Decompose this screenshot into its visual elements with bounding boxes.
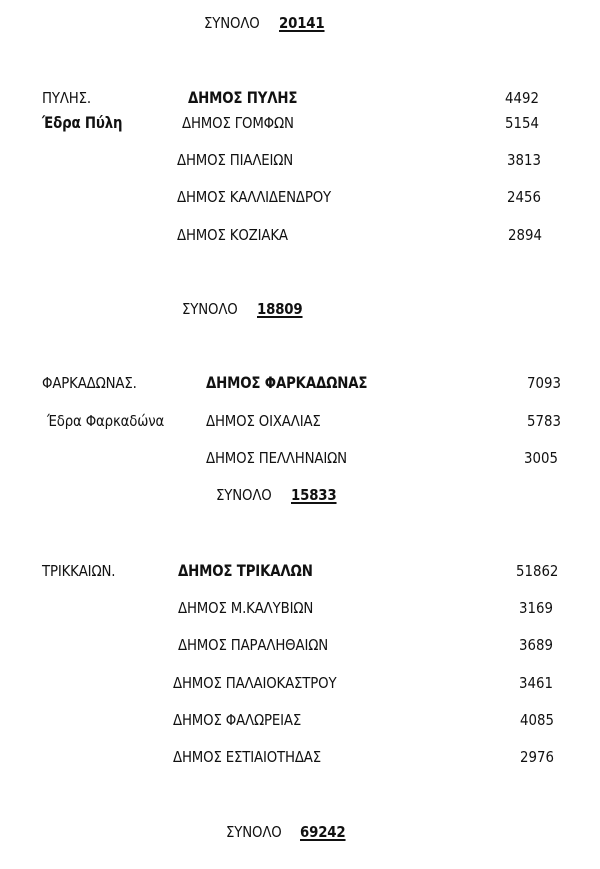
- municipality-value: 3813: [507, 151, 541, 169]
- municipality-value: 51862: [516, 562, 559, 580]
- municipality-value: 5154: [505, 114, 539, 132]
- total-value: 20141: [279, 14, 325, 32]
- municipality-name: ΔΗΜΟΣ ΟΙΧΑΛΙΑΣ: [206, 412, 321, 430]
- municipality-name: ΔΗΜΟΣ ΦΑΛΩΡΕΙΑΣ: [173, 711, 302, 729]
- municipality-name: ΔΗΜΟΣ ΓΟΜΦΩΝ: [182, 114, 294, 132]
- municipality-value: 3005: [524, 449, 558, 467]
- municipality-value: 4085: [520, 711, 554, 729]
- total-label: ΣΥΝΟΛΟ: [204, 14, 260, 32]
- municipality-name: ΔΗΜΟΣ ΚΟΖΙΑΚΑ: [177, 226, 288, 244]
- group-name: ΠΥΛΗΣ.: [42, 89, 91, 107]
- group-name: ΦΑΡΚΑΔΩΝΑΣ.: [42, 374, 137, 392]
- municipality-value: 7093: [527, 374, 561, 392]
- municipality-value: 3169: [519, 599, 553, 617]
- municipality-value: 3461: [519, 674, 553, 692]
- municipality-value: 2456: [507, 188, 541, 206]
- municipality-name: ΔΗΜΟΣ ΤΡΙΚΑΛΩΝ: [178, 562, 313, 580]
- municipality-value: 2976: [520, 748, 554, 766]
- total-label: ΣΥΝΟΛΟ: [226, 823, 282, 841]
- municipality-name: ΔΗΜΟΣ Μ.ΚΑΛΥΒΙΩΝ: [178, 599, 314, 617]
- municipality-name: ΔΗΜΟΣ ΚΑΛΛΙΔΕΝΔΡΟΥ: [177, 188, 332, 206]
- total-value: 69242: [300, 823, 346, 841]
- total-label: ΣΥΝΟΛΟ: [216, 486, 272, 504]
- total-value: 18809: [257, 300, 303, 318]
- municipality-value: 2894: [508, 226, 542, 244]
- group-seat: Έδρα Φαρκαδώνα: [47, 412, 165, 430]
- municipality-name: ΔΗΜΟΣ ΦΑΡΚΑΔΩΝΑΣ: [206, 374, 368, 392]
- municipality-name: ΔΗΜΟΣ ΠΑΛΑΙΟΚΑΣΤΡΟΥ: [173, 674, 337, 692]
- municipality-name: ΔΗΜΟΣ ΕΣΤΙΑΙΟΤΗΔΑΣ: [173, 748, 321, 766]
- group-name: ΤΡΙΚΚΑΙΩΝ.: [42, 562, 116, 580]
- group-seat: Έδρα Πύλη: [42, 114, 123, 132]
- total-value: 15833: [291, 486, 337, 504]
- municipality-value: 4492: [505, 89, 539, 107]
- municipality-value: 3689: [519, 636, 553, 654]
- municipality-value: 5783: [527, 412, 561, 430]
- total-label: ΣΥΝΟΛΟ: [182, 300, 238, 318]
- municipality-name: ΔΗΜΟΣ ΠΙΑΛΕΙΩΝ: [177, 151, 294, 169]
- municipality-name: ΔΗΜΟΣ ΠΥΛΗΣ: [188, 89, 298, 107]
- municipality-name: ΔΗΜΟΣ ΠΑΡΑΛΗΘΑΙΩΝ: [178, 636, 329, 654]
- municipality-name: ΔΗΜΟΣ ΠΕΛΛΗΝΑΙΩΝ: [206, 449, 347, 467]
